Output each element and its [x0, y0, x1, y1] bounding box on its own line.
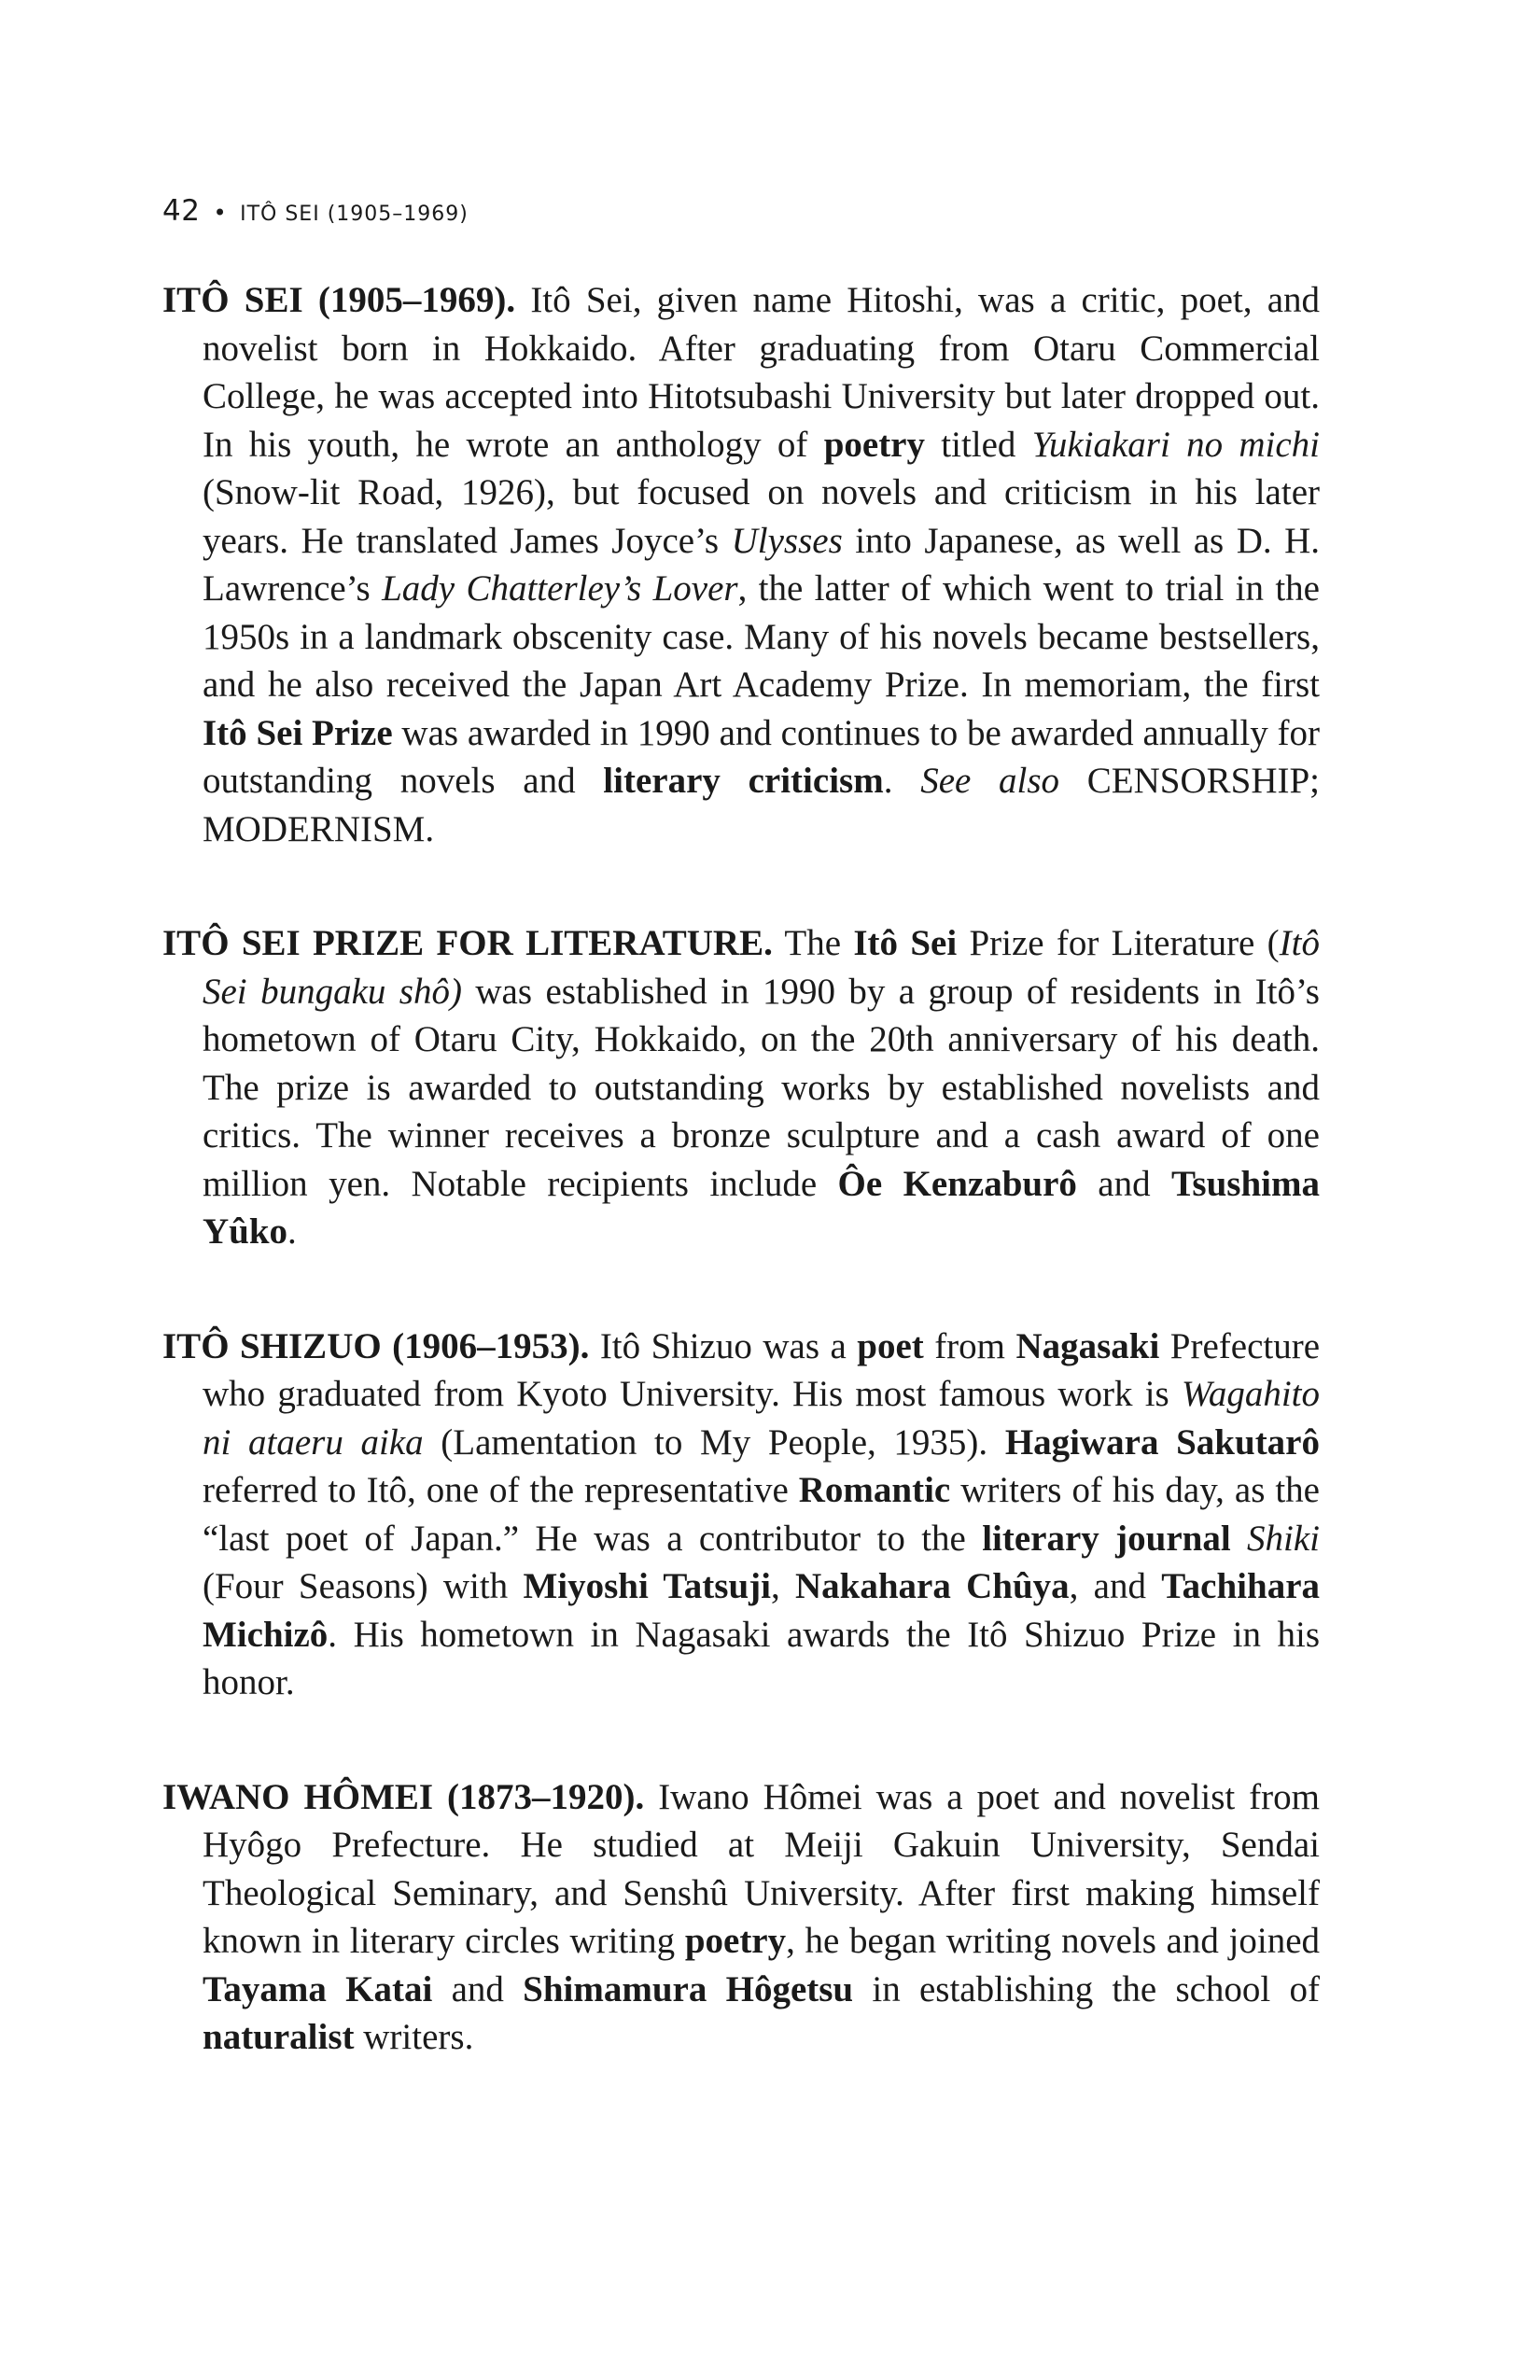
cross-reference: Nagasaki: [1015, 1325, 1160, 1366]
cross-reference: poet: [857, 1325, 924, 1366]
entry-text: The: [772, 923, 854, 963]
entry-text: , the latter of which went to trial in the 1950s in a landmark obscenity case. Many of his novels became bestsellers, and he also received the Japan Art Academy Prize. In memoriam, the first: [203, 568, 1320, 705]
entry-text: was awarded in 1990 and continues to be awarded annually for outstanding novels and: [203, 712, 1320, 801]
entry-text: from: [923, 1325, 1016, 1366]
entry-text: was established in 1990 by a group of residents in Itô’s hometown of Otaru City, Hokkaido, on the 20th anniversary of his death. The prize is awarded to outstanding works by established novelists and critics. The winner receives a bronze sculpture and a cash award of one million yen. Notable recipients include: [203, 971, 1320, 1204]
entry-text: Iwano Hômei was a poet and novelist from Hyôgo Prefecture. He studied at Meiji Gakuin University, Sendai Theological Seminary, and Senshû University. After first making himself known in literary circles writing: [203, 1776, 1320, 1961]
cross-reference: poetry: [823, 424, 925, 465]
cross-reference: Miyoshi Tatsuji: [523, 1566, 771, 1606]
dictionary-entry: [162, 919, 1320, 1256]
page-number: 42: [162, 194, 201, 228]
italic-title: Itô Sei bungaku shô): [203, 923, 1320, 1012]
cross-reference: literary journal: [982, 1518, 1231, 1559]
entry-headword: ITÔ SEI PRIZE FOR LITERATURE.: [162, 923, 773, 963]
entry-text: into Japanese, as well as D. H. Lawrence’s: [203, 520, 1321, 609]
entry-text: , he began writing novels and joined: [786, 1921, 1321, 1961]
italic-title: Lady Chatterley’s Lover: [382, 568, 738, 609]
entry-text: writers.: [354, 2017, 474, 2057]
running-head: [162, 194, 469, 228]
entry-text: titled: [925, 424, 1032, 465]
dictionary-entry: [162, 276, 1320, 853]
cross-reference: Tachihara Michizô: [203, 1566, 1321, 1655]
cross-reference: Shimamura Hôgetsu: [523, 1968, 854, 2009]
entry-text: Itô Shizuo was a: [589, 1325, 858, 1366]
cross-reference: Itô Sei: [853, 923, 958, 963]
entry-text: .: [883, 761, 921, 801]
entry-text: Prefecture who graduated from Kyoto University. His most famous work is: [203, 1325, 1321, 1414]
cross-reference: Nakahara Chûya: [794, 1566, 1070, 1606]
entry-text: . His hometown in Nagasaki awards the Itô Shizuo Prize in his honor.: [203, 1614, 1320, 1702]
entry-text: and: [1076, 1163, 1171, 1204]
entry-text: writers of his day, as the “last poet of Japan.” He was a contributor to the: [203, 1470, 1320, 1559]
entry-text: (Snow-lit Road, 1926), but focused on novels and criticism in his later years. He translated James Joyce’s: [203, 472, 1320, 561]
dictionary-entries: [162, 276, 1320, 2128]
dictionary-entry: [162, 1323, 1320, 1707]
entry-text: (Lamentation to My People, 1935).: [423, 1421, 1005, 1463]
italic-title: See also: [920, 761, 1060, 801]
cross-reference: Ôe Kenzaburô: [837, 1163, 1077, 1204]
entry-text: CENSORSHIP; MODERNISM.: [203, 761, 1321, 849]
entry-text: (Four Seasons) with: [203, 1566, 524, 1606]
cross-reference: Tayama Katai: [203, 1968, 433, 2009]
entry-headword: ITÔ SEI (1905–1969).: [162, 280, 516, 320]
italic-title: Shiki: [1247, 1518, 1321, 1559]
entry-text: referred to Itô, one of the representative: [203, 1470, 799, 1510]
entry-text: [1231, 1519, 1247, 1559]
dictionary-entry: [162, 1773, 1320, 2062]
entry-text: .: [287, 1211, 297, 1252]
cross-reference: poetry: [684, 1921, 787, 1961]
bullet-separator: •: [213, 200, 228, 226]
entry-text: in establishing the school of: [853, 1968, 1321, 2009]
entry-text: , and: [1069, 1566, 1162, 1606]
entry-text: Itô Sei, given name Hitoshi, was a critic, poet, and novelist born in Hokkaido. After graduating from Otaru Commercial College, he was accepted into Hitotsubashi University but later dropped out. In his youth, he wrote an anthology of: [203, 280, 1320, 465]
entry-headword: ITÔ SHIZUO (1906–1953).: [162, 1325, 590, 1366]
italic-title: Yukiakari no michi: [1031, 424, 1320, 465]
entry-text: Prize for Literature (: [957, 923, 1280, 963]
cross-reference: Romantic: [798, 1470, 951, 1510]
cross-reference: literary criticism: [603, 761, 884, 801]
cross-reference: Itô Sei Prize: [203, 712, 393, 753]
cross-reference: Tsushima Yûko: [203, 1163, 1320, 1252]
italic-title: Wagahito ni ataeru aika: [203, 1374, 1320, 1463]
running-head-title: ITÔ SEI (1905–1969): [240, 203, 469, 226]
italic-title: Ulysses: [731, 520, 843, 561]
cross-reference: Hagiwara Sakutarô: [1004, 1421, 1320, 1463]
entry-headword: IWANO HÔMEI (1873–1920).: [162, 1776, 645, 1817]
entry-text: ,: [770, 1566, 795, 1606]
entry-text: and: [432, 1968, 524, 2009]
cross-reference: naturalist: [203, 2017, 355, 2057]
